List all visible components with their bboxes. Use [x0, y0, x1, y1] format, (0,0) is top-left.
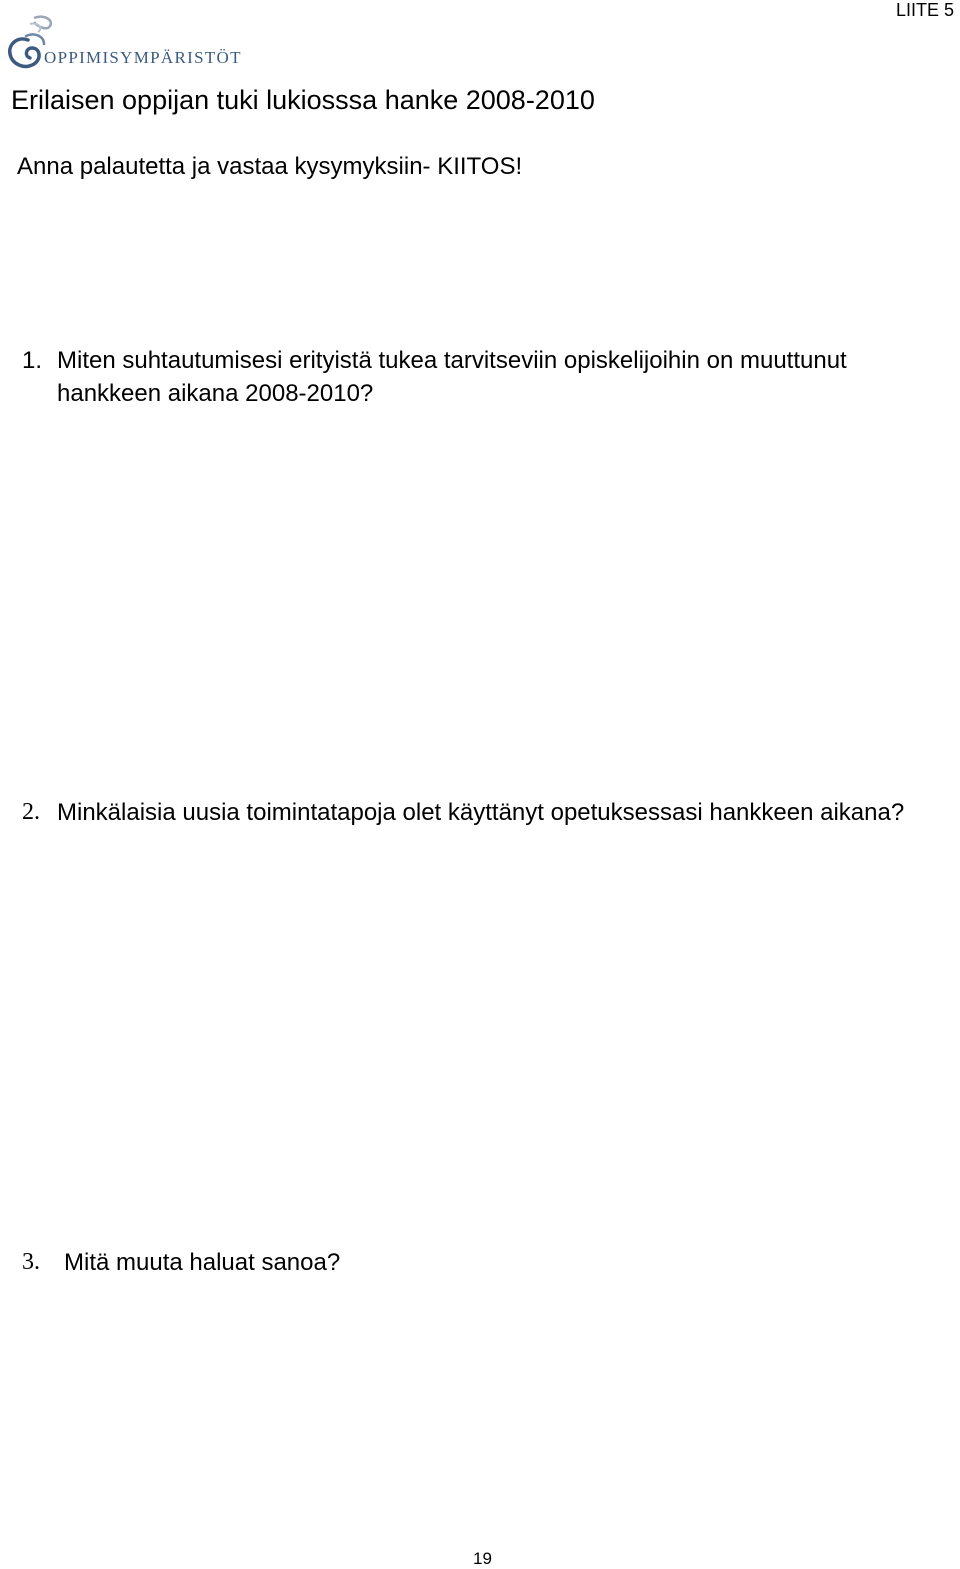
logo [4, 12, 254, 72]
question-text: Mitä muuta haluat sanoa? [64, 1249, 341, 1276]
page-number: 19 [473, 1549, 492, 1568]
question-number: 3. [22, 1249, 40, 1275]
question-text: Miten suhtautumisesi erityistä tukea tarvitseviin opiskelijoihin on muuttunut hankkeen aikana 2008-2010? [57, 347, 847, 407]
question-3 [0, 1246, 960, 1286]
question-2 [0, 796, 960, 866]
appendix-label: LIITE 5 [895, 0, 954, 20]
question-1 [0, 344, 960, 414]
question-number: 1. [22, 347, 43, 374]
question-text: Minkälaisia uusia toimintatapoja olet käyttänyt opetuksessasi hankkeen aikana? [57, 799, 905, 826]
logo-text: OPPIMISYMPÄRISTÖT [44, 48, 242, 67]
document-title: Erilaisen oppijan tuki lukiosssa hanke 2008-2010 [11, 85, 595, 115]
intro-text: Anna palautetta ja vastaa kysymyksiin- KIITOS! [17, 153, 523, 180]
question-number: 2. [22, 799, 40, 825]
